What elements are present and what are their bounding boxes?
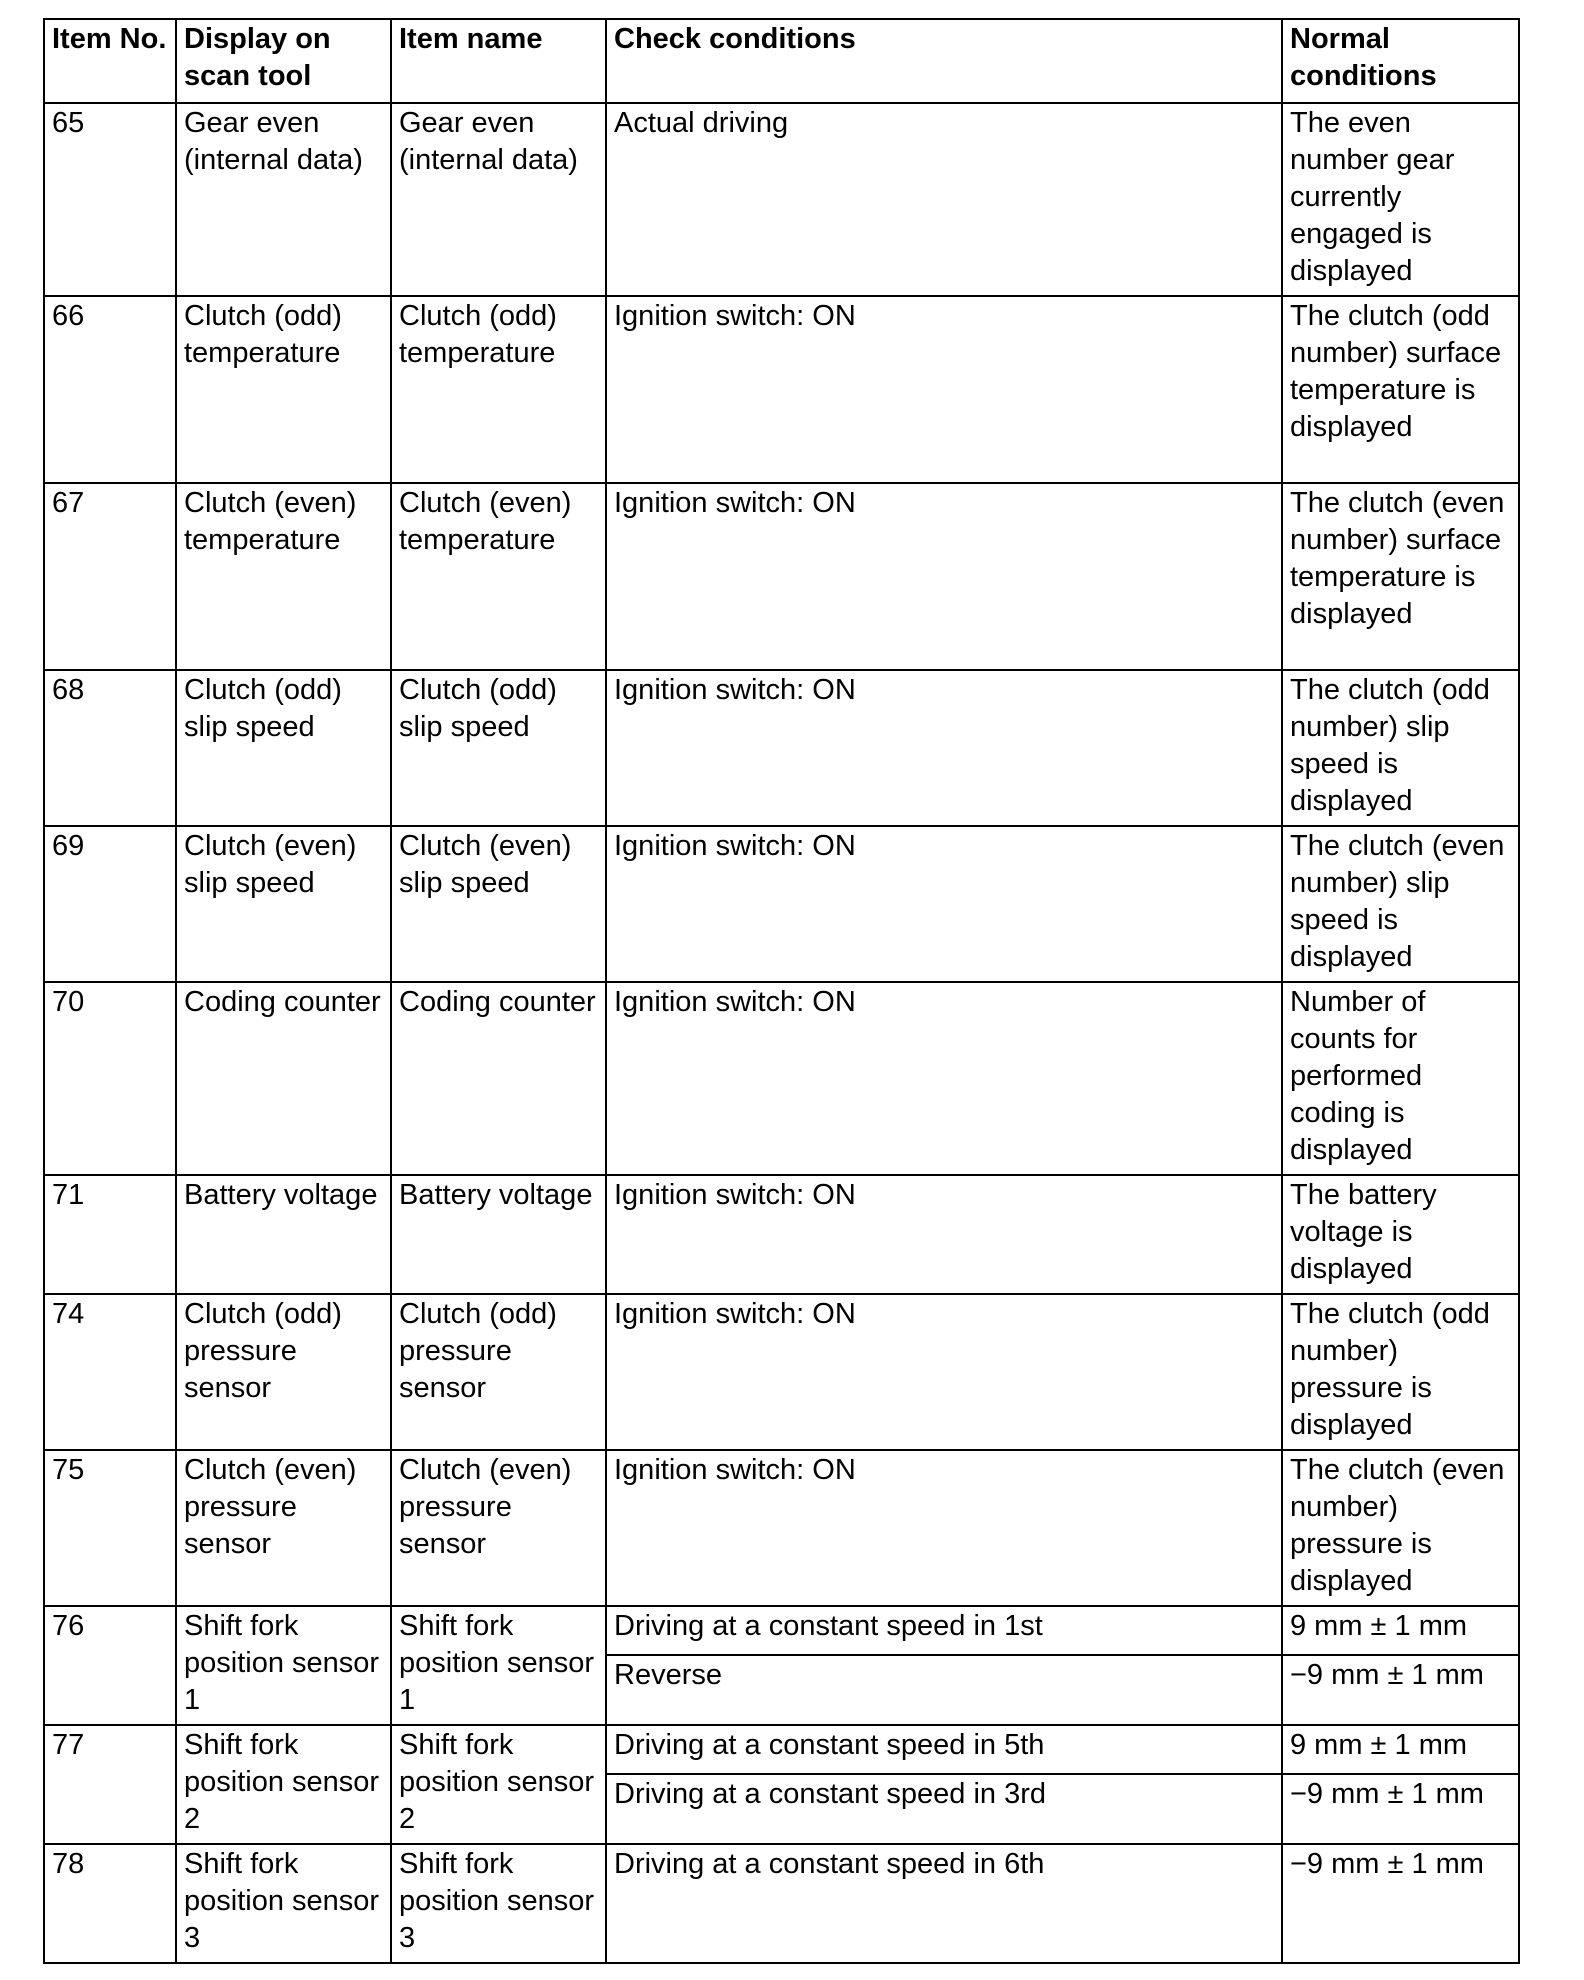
table-row [44,1606,1519,1655]
check-conditions: Actual driving [606,103,1282,296]
table-row [44,1450,1519,1606]
table-row [44,1725,1519,1774]
display-on-scan-tool: Shift fork position sensor 2 [176,1725,391,1844]
display-on-scan-tool: Battery voltage [176,1175,391,1294]
header-row [44,19,1519,103]
display-on-scan-tool: Clutch (even) slip speed [176,826,391,982]
normal-conditions: The clutch (odd number) slip speed is displayed [1282,670,1519,826]
item-name: Gear even (internal data) [391,103,606,296]
item-no: 65 [44,103,176,296]
normal-conditions: The clutch (odd number) surface temperature is displayed [1282,296,1519,483]
normal-conditions: −9 mm ± 1 mm [1282,1655,1519,1725]
normal-conditions: −9 mm ± 1 mm [1282,1844,1519,1963]
header-normal-conditions: Normal conditions [1282,19,1519,103]
check-conditions: Ignition switch: ON [606,670,1282,826]
table-row [44,1844,1519,1963]
item-name: Clutch (odd) temperature [391,296,606,483]
normal-conditions: −9 mm ± 1 mm [1282,1774,1519,1844]
check-conditions: Driving at a constant speed in 6th [606,1844,1282,1963]
table-row [44,826,1519,982]
display-on-scan-tool: Shift fork position sensor 3 [176,1844,391,1963]
table-row [44,982,1519,1175]
item-no: 70 [44,982,176,1175]
item-name: Shift fork position sensor 3 [391,1844,606,1963]
item-no: 77 [44,1725,176,1844]
item-name: Shift fork position sensor 1 [391,1606,606,1725]
item-name: Clutch (even) slip speed [391,826,606,982]
normal-conditions: 9 mm ± 1 mm [1282,1725,1519,1774]
normal-conditions: The clutch (even number) pressure is displayed [1282,1450,1519,1606]
normal-conditions: The clutch (odd number) pressure is displayed [1282,1294,1519,1450]
header-item-no: Item No. [44,19,176,103]
display-on-scan-tool: Gear even (internal data) [176,103,391,296]
check-conditions: Driving at a constant speed in 3rd [606,1774,1282,1844]
normal-conditions: The clutch (even number) surface temperature is displayed [1282,483,1519,670]
item-no: 78 [44,1844,176,1963]
display-on-scan-tool: Clutch (odd) temperature [176,296,391,483]
check-conditions: Ignition switch: ON [606,1175,1282,1294]
normal-conditions: Number of counts for performed coding is displayed [1282,982,1519,1175]
item-no: 69 [44,826,176,982]
item-no: 71 [44,1175,176,1294]
display-on-scan-tool: Clutch (even) temperature [176,483,391,670]
normal-conditions: 9 mm ± 1 mm [1282,1606,1519,1655]
table-row [44,296,1519,483]
check-conditions: Driving at a constant speed in 5th [606,1725,1282,1774]
item-name: Shift fork position sensor 2 [391,1725,606,1844]
item-name: Clutch (even) temperature [391,483,606,670]
item-name: Coding counter [391,982,606,1175]
display-on-scan-tool: Clutch (even) pressure sensor [176,1450,391,1606]
check-conditions: Ignition switch: ON [606,296,1282,483]
item-no: 66 [44,296,176,483]
display-on-scan-tool: Coding counter [176,982,391,1175]
item-no: 68 [44,670,176,826]
check-conditions: Ignition switch: ON [606,1450,1282,1606]
header-display: Display on scan tool [176,19,391,103]
item-no: 67 [44,483,176,670]
check-conditions: Reverse [606,1655,1282,1725]
table-row [44,670,1519,826]
data-list-table [43,18,1520,1964]
normal-conditions: The even number gear currently engaged is displayed [1282,103,1519,296]
item-no: 75 [44,1450,176,1606]
table-row [44,1294,1519,1450]
check-conditions: Ignition switch: ON [606,826,1282,982]
table-row [44,103,1519,296]
check-conditions: Driving at a constant speed in 1st [606,1606,1282,1655]
item-name: Clutch (odd) slip speed [391,670,606,826]
check-conditions: Ignition switch: ON [606,982,1282,1175]
display-on-scan-tool: Clutch (odd) slip speed [176,670,391,826]
item-no: 74 [44,1294,176,1450]
item-name: Clutch (even) pressure sensor [391,1450,606,1606]
normal-conditions: The clutch (even number) slip speed is displayed [1282,826,1519,982]
display-on-scan-tool: Clutch (odd) pressure sensor [176,1294,391,1450]
item-no: 76 [44,1606,176,1725]
table-row [44,1175,1519,1294]
table-row [44,483,1519,670]
check-conditions: Ignition switch: ON [606,483,1282,670]
display-on-scan-tool: Shift fork position sensor 1 [176,1606,391,1725]
header-check-conditions: Check conditions [606,19,1282,103]
normal-conditions: The battery voltage is displayed [1282,1175,1519,1294]
item-name: Battery voltage [391,1175,606,1294]
item-name: Clutch (odd) pressure sensor [391,1294,606,1450]
header-item-name: Item name [391,19,606,103]
check-conditions: Ignition switch: ON [606,1294,1282,1450]
